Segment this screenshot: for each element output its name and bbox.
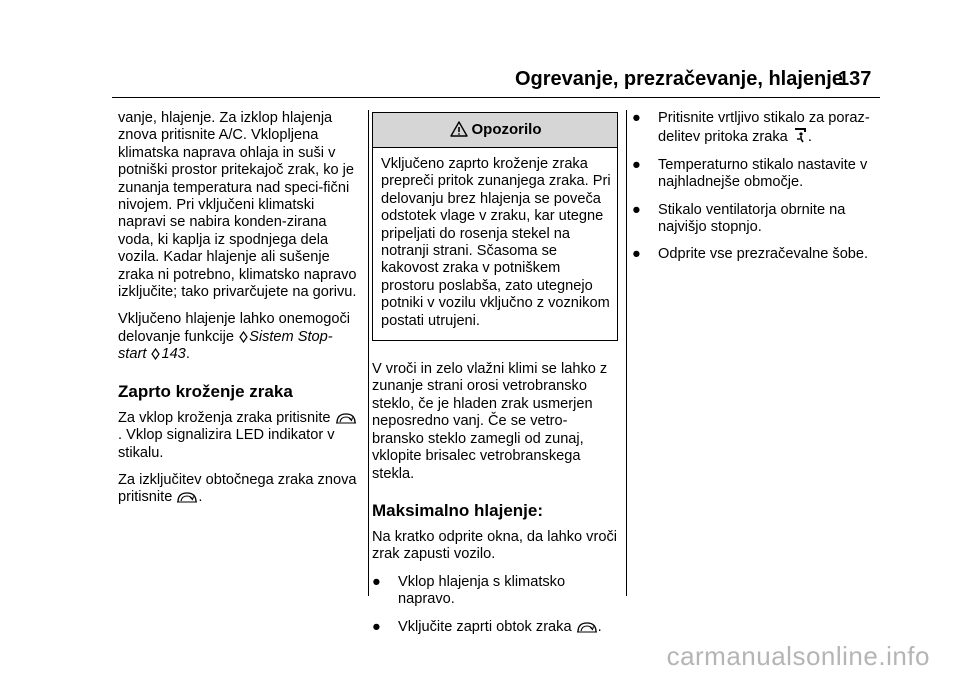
bullet-dot: ● xyxy=(372,573,381,590)
paragraph-recirc-on xyxy=(118,410,360,462)
section-heading-max-cooling: Maksimalno hlajenje: xyxy=(372,500,543,520)
recirc-led-text: . Vklop signalizira LED indikator v stikalu. xyxy=(118,427,335,461)
bullet-text: Temperaturno stikalo nastavite v najhladnejše območje. xyxy=(658,156,868,191)
paragraph-recirc-off xyxy=(118,472,360,507)
list-item xyxy=(632,157,882,192)
bullet-text: Vključite zaprti obtok zraka xyxy=(398,618,572,635)
recirculation-icon xyxy=(336,412,356,424)
paragraph-ac-intro: vanje, hlajenje. Za izklop hlajenja znova pritisnite A/C. Vklopljena klimatska naprava ohlaja in suši v potniški prostor pritekajoč zrak, ko je zunanja temperatura nad speci-fični nivojem. Pri vključeni klimatski napravi se nabira konden-zirana voda, ki kaplja iz spodnjega dela vozila. Kadar hlajenje ali sušenje zraka ni potrebno, klimatsko napravo izključite; tako privarčujete na gorivu. xyxy=(118,110,357,301)
bullet-dot: ● xyxy=(632,110,641,126)
paragraph-open-windows: Na kratko odprite okna, da lahko vroči zrak zapusti vozilo. xyxy=(372,528,617,563)
column-3 xyxy=(632,110,882,274)
recirculation-icon xyxy=(577,621,597,633)
list-item xyxy=(632,246,882,263)
warning-body: Vključeno zaprto kroženje zraka prepreči pritok zunanjega zraka. Pri delovanju brez hlajenja se poveča odstotek vlage v zraku, kar utegne pripeljati do rosenja stekel na notranji strani. Sčasoma se kakovost zraka v potniškem prostoru poslabša, zato utegnejo potniki v vozilu vključno z voznikom postati utrujeni. xyxy=(381,156,611,329)
column-1 xyxy=(118,110,360,517)
stop-start-link[interactable]: Sistem Stop-start xyxy=(118,328,333,363)
warning-box xyxy=(372,112,618,341)
warning-header xyxy=(373,113,617,148)
paragraph-stop-start: Vključeno hlajenje lahko onemogoči delovanje funkcije Sistem Stop-start 143. xyxy=(118,311,351,363)
column-divider-1 xyxy=(368,110,369,596)
recirc-off-text: Za izključitev obtočnega zraka znova pritisnite xyxy=(118,471,357,506)
bullet-dot: ● xyxy=(632,156,641,173)
bullet-text: Vklop hlajenja s klimatsko napravo. xyxy=(398,573,566,608)
column-divider-2 xyxy=(626,110,627,596)
bullet-text: Odprite vse prezračevalne šobe. xyxy=(658,246,869,263)
warning-triangle-icon xyxy=(450,121,468,137)
reference-diamond-icon xyxy=(239,331,248,343)
watermark: carmanualsonline.info xyxy=(666,641,930,671)
bullet-text: Stikalo ventilatorja obrnite na najvišjo stopnjo. xyxy=(658,201,846,236)
page-number: 137 xyxy=(838,68,872,90)
recirc-on-text: Za vklop kroženja zraka pritisnite xyxy=(118,409,331,426)
bullet-dot: ● xyxy=(632,201,641,218)
page-header-title: Ogrevanje, prezračevanje, hlajenje xyxy=(515,68,843,90)
list-item xyxy=(632,202,882,237)
section-heading-recirculation: Zaprto kroženje zraka xyxy=(118,381,293,401)
paragraph-windshield-fog: V vroči in zelo vlažni klimi se lahko z zunanje strani orosi vetrobransko steklo, če je hladen zrak usmerjen neposredno vanj. Če se vetro-bransko steklo zamegli od zunaj, vklopite brisalec vetrobranskega stekla. xyxy=(372,361,608,482)
air-distribution-icon xyxy=(793,127,807,143)
list-item xyxy=(632,110,882,147)
recirculation-icon xyxy=(177,491,197,503)
bullet-dot: ● xyxy=(372,618,381,635)
bullet-end: . xyxy=(807,129,812,146)
list-item xyxy=(372,574,618,609)
list-item xyxy=(372,619,618,636)
stop-start-page-ref[interactable]: 143 xyxy=(161,346,186,363)
bullet-end: . xyxy=(597,618,602,635)
bullet-text: Pritisnite vrtljivo stikalo za poraz-delitev pritoka zraka xyxy=(658,110,870,146)
warning-title: Opozorilo xyxy=(471,121,542,138)
header-divider xyxy=(112,97,880,98)
stop-start-text: Vključeno hlajenje lahko onemogoči delovanje funkcije xyxy=(118,311,351,345)
reference-diamond-icon xyxy=(151,348,160,360)
recirc-off-end: . xyxy=(198,489,203,506)
column-2 xyxy=(372,110,618,646)
bullet-dot: ● xyxy=(632,246,641,263)
